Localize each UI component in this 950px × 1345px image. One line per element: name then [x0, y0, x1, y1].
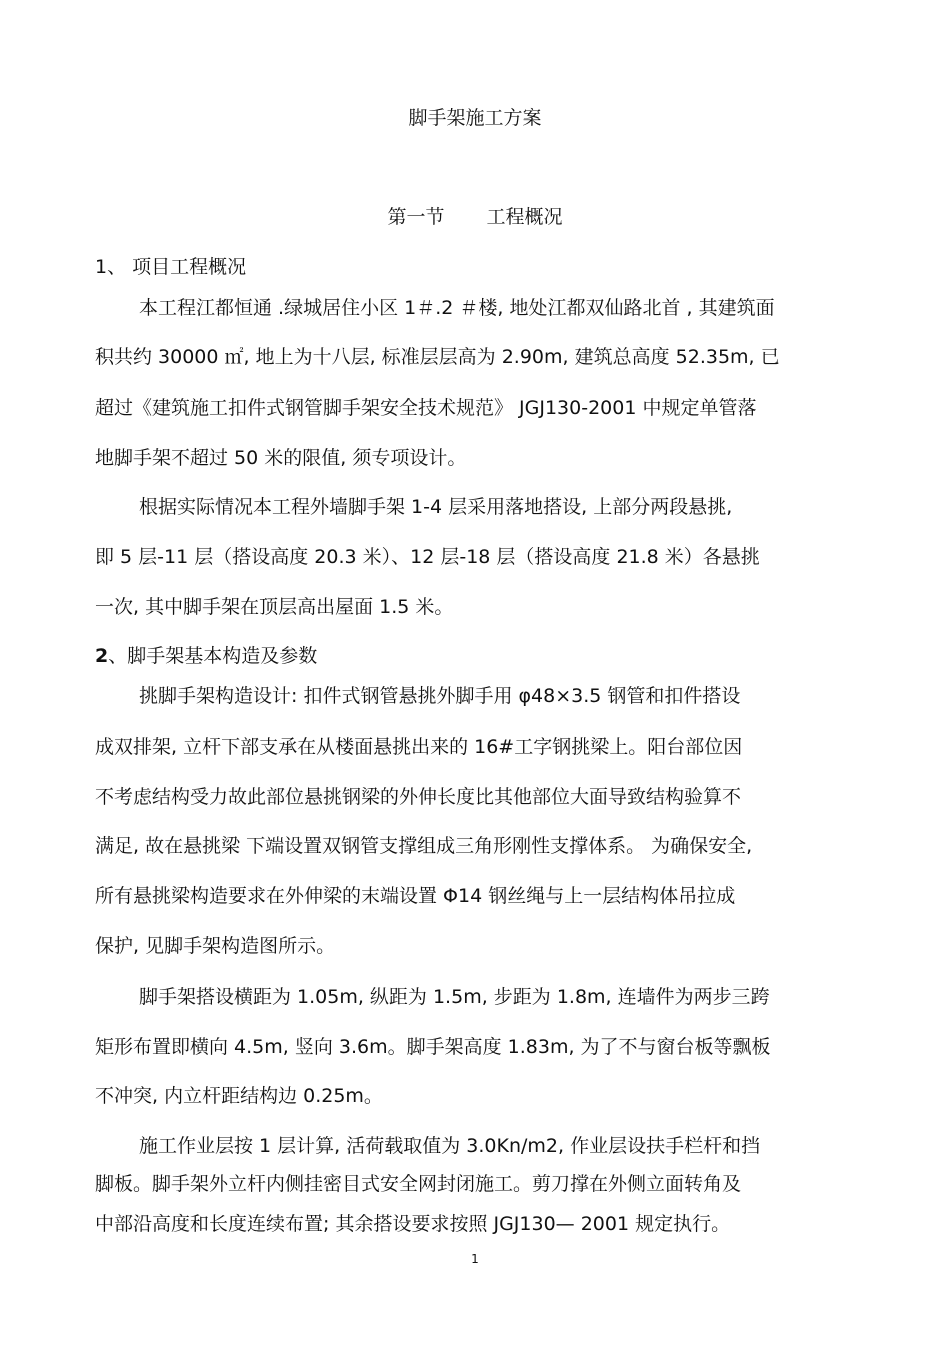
- paragraph-line: 地脚手架不超过 50 米的限值, 须专项设计。: [95, 447, 467, 469]
- paragraph-line: 施工作业层按 1 层计算, 活荷载取值为 3.0Kn/m2, 作业层设扶手栏杆和挡: [139, 1135, 761, 1157]
- paragraph-line: 积共约 30000 ㎡, 地上为十八层, 标准层层高为 2.90m, 建筑总高度 52.35m, 已: [95, 346, 780, 368]
- subheading-number: 2: [95, 645, 109, 667]
- paragraph-line: 矩形布置即横向 4.5m, 竖向 3.6m。脚手架高度 1.83m, 为了不与窗台板等飘板: [95, 1036, 771, 1058]
- page-number: 1: [471, 1252, 479, 1266]
- paragraph-line: 不冲突, 内立杆距结构边 0.25m。: [95, 1085, 383, 1107]
- paragraph-line: 挑脚手架构造设计: 扣件式钢管悬挑外脚手用 φ48×3.5 钢管和扣件搭设: [139, 685, 741, 707]
- section-label: 第一节: [387, 206, 445, 228]
- paragraph-line: 一次, 其中脚手架在顶层高出屋面 1.5 米。: [95, 596, 454, 618]
- paragraph-line: 脚板。脚手架外立杆内侧挂密目式安全网封闭施工。剪刀撑在外侧立面转角及: [95, 1173, 742, 1195]
- subheading-text: 、脚手架基本构造及参数: [108, 645, 318, 667]
- paragraph-line: 保护, 见脚手架构造图所示。: [95, 935, 336, 957]
- subheading-scaffold-parameters: [95, 644, 317, 668]
- paragraph-line: 即 5 层-11 层（搭设高度 20.3 米）、12 层-18 层（搭设高度 21.8 米）各悬挑: [95, 546, 760, 568]
- paragraph-line: 不考虑结构受力故此部位悬挑钢梁的外伸长度比其他部位大面导致结构验算不: [95, 786, 742, 808]
- paragraph-line: 本工程江都恒通 .绿城居住小区 1＃.2 ＃楼, 地处江都双仙路北首 , 其建筑面: [139, 297, 775, 319]
- paragraph-line: 脚手架搭设横距为 1.05m, 纵距为 1.5m, 步距为 1.8m, 连墙件为两步三跨: [139, 986, 770, 1008]
- paragraph-line: 根据实际情况本工程外墙脚手架 1-4 层采用落地搭设, 上部分两段悬挑,: [139, 496, 733, 518]
- document-title: 脚手架施工方案: [408, 107, 542, 129]
- paragraph-line: 成双排架, 立杆下部支承在从楼面悬挑出来的 16#工字钢挑梁上。阳台部位因: [95, 736, 743, 758]
- subheading-project-overview: 1、 项目工程概况: [95, 256, 247, 278]
- section-name: 工程概况: [486, 206, 563, 228]
- paragraph-line: 超过《建筑施工扣件式钢管脚手架安全技术规范》 JGJ130-2001 中规定单管落: [95, 397, 757, 419]
- paragraph-line: 所有悬挑梁构造要求在外伸梁的末端设置 Φ14 钢丝绳与上一层结构体吊拉成: [95, 885, 736, 907]
- paragraph-line: 中部沿高度和长度连续布置; 其余搭设要求按照 JGJ130— 2001 规定执行。: [95, 1213, 731, 1235]
- section-heading: [0, 205, 950, 229]
- paragraph-line: 满足, 故在悬挑梁 下端设置双钢管支撑组成三角形刚性支撑体系。 为确保安全,: [95, 835, 753, 857]
